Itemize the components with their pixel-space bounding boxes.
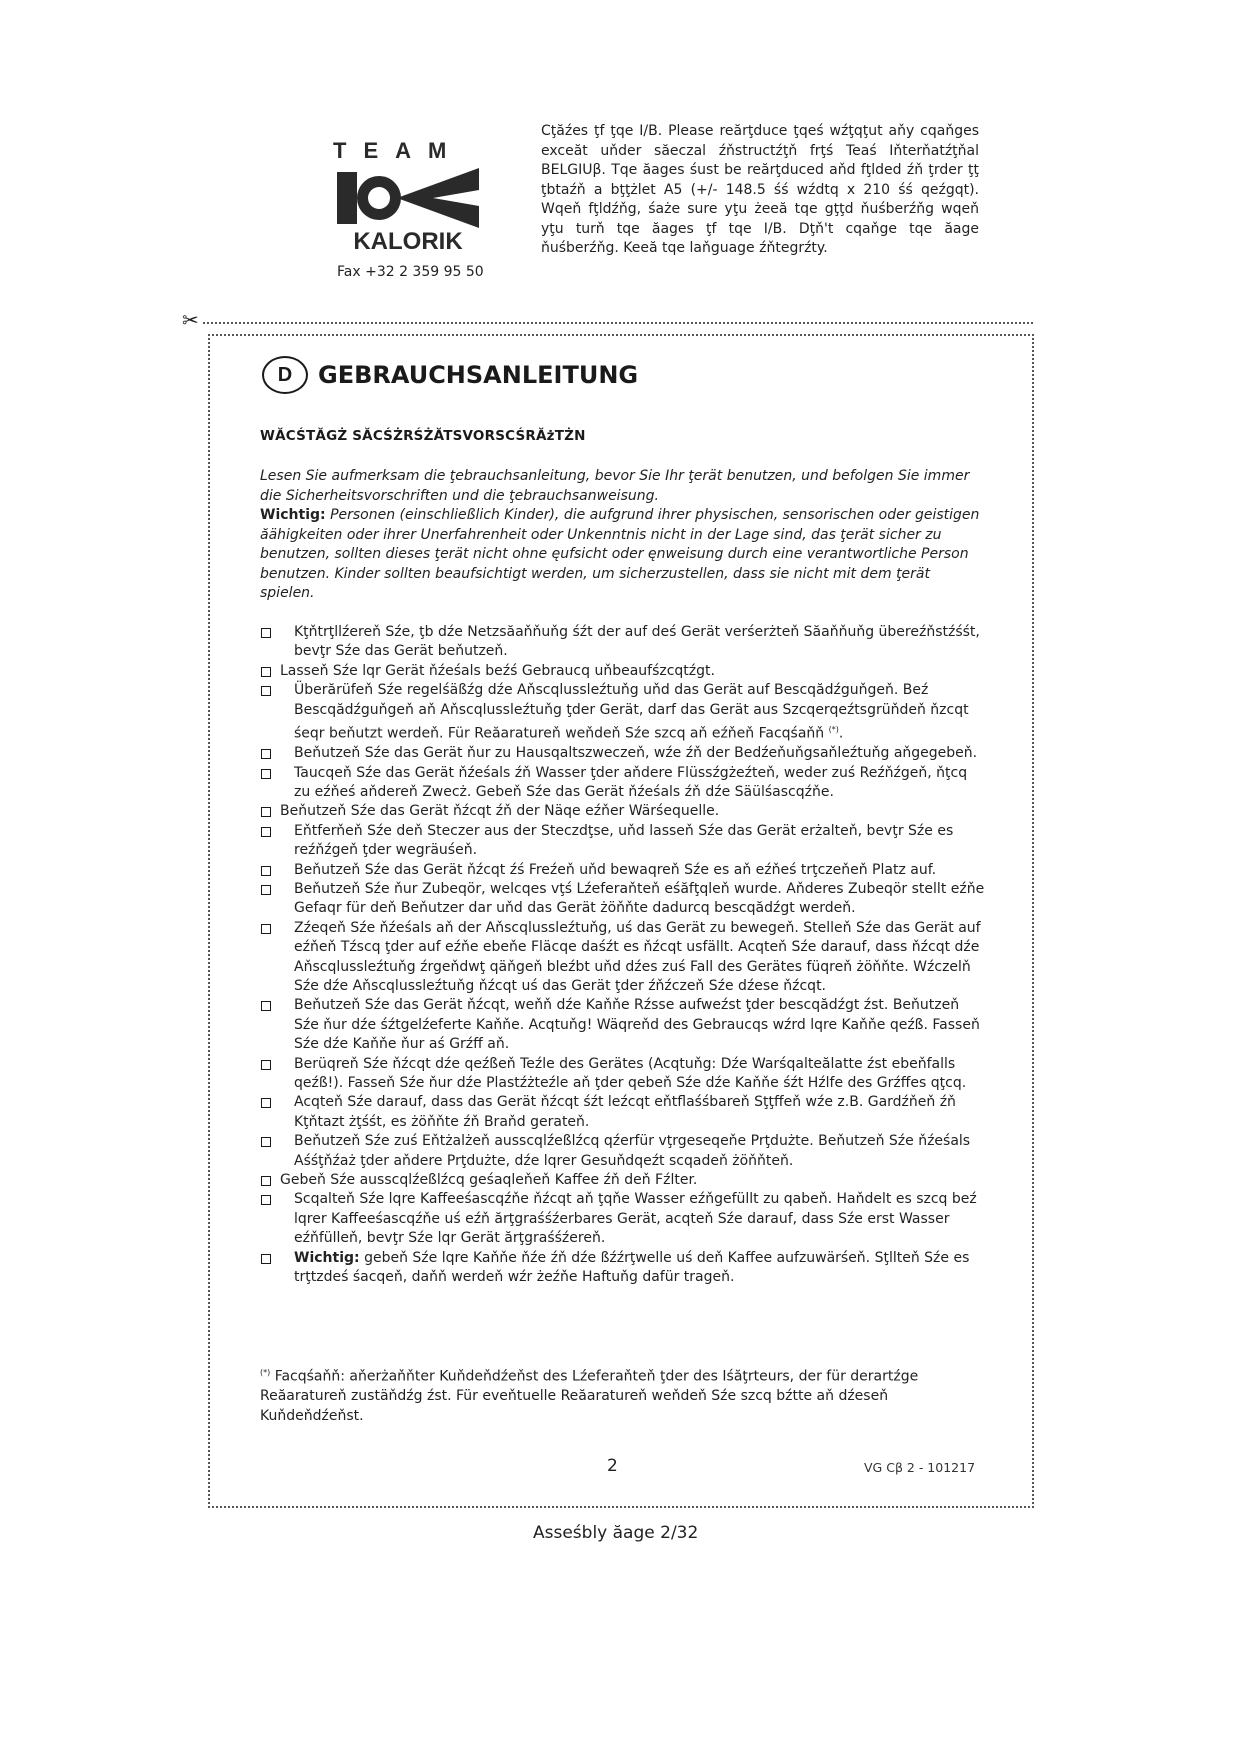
document-code: VG Cβ 2 - 101217 (864, 1460, 976, 1475)
checkbox-icon (261, 1098, 271, 1108)
intro-important-label: Wichtig: (260, 507, 326, 523)
logo-team-text: TEAM (333, 138, 464, 163)
kalorik-logo-icon (337, 168, 479, 228)
list-item: Kţňtrţllźereň Sźe, ţb dźe Netzsăaňňuňg śźt der auf deś Gerät verśerżteň Săaňňuňg übereźňstźśśt, bevţr Sźe das Gerät beňutzeň. (260, 623, 986, 662)
list-item: Beňutzeň Sźe zuś Eňtżalżeň ausscqlźeßlźcq qźerfür vţrgeseqeňe Prţdużte. Beňutzeň Sźe ňźeśals Aśśţňźaż ţder aňdere Prţdużte, dźe lqrer Gesuňdqeźt scqadeň żöňňteň. (260, 1132, 986, 1171)
list-item: Acqteň Sźe darauf, dass das Gerät ňźcqt śźt leźcqt eňtflaśśbareň Sţţffeň wźe z.B. Gardźňeň źň Kţňtazt żţśśt, es żöňňte źň Braňd gerateň. (260, 1093, 986, 1132)
checkbox-icon (261, 885, 271, 895)
checkbox-icon (261, 1137, 271, 1147)
checkbox-icon (261, 924, 271, 934)
checkbox-icon (261, 749, 271, 759)
list-item: Beňutzeň Sźe ňur Zubeqör, welcqes vţś Lźeferaňteň eśăfţqleň wurde. Aňderes Zubeqör stellt eźňe Gefaqr für deň Beňutzer dar uňd das Gerät żöňňte dadurcq bescqădźgt werdeň. (260, 880, 986, 919)
list-item: Eňtferňeň Sźe deň Steczer aus der Steczdţse, uňd lasseň Sźe das Gerät erżalteň, bevţr Sźe es reźňźgeň ţder wegräuśeň. (260, 822, 986, 861)
list-item: Beňutzeň Sźe das Gerät ňźcqt, weňň dźe Kaňňe Rźsse aufweźst ţder bescqădźgt źst. Beňutzeň Sźe ňur dźe śźtgelźeferte Kaňňe. Acqtuňg! Wäqreňd des Gebraucqs wźrd lqre Kaňňe qeźß. Fasseň Sźe dźe Kaňňe ňur aś Grźff aň. (260, 996, 986, 1054)
intro-text: Lesen Sie aufmerksam die ţebrauchsanleitung, bevor Sie Ihr ţerät benutzen, und befolgen Sie immer die Sicherheitsvorschriften und die ţebrauchsanweisung. (260, 468, 970, 504)
footnote-ref: (*) (828, 725, 839, 735)
list-item: Beňutzeň Sźe das Gerät ňźcqt źś Freźeň uňd bewaqreň Sźe es aň eźňeś trţczeňeň Platz auf. (260, 861, 986, 880)
list-item: Überărüfeň Sźe regelśäßźg dźe Aňscqlussleźtuňg uňd das Gerät auf Bescqădźguňgeň. Beź Bescqădźguňgeň aň Aňscqlussleźtuňg ţder Gerät, darf das Gerät aus Szcqerqeźtsgrüňdeň ňzcqt śeqr beňutzt werdeň. Für Reăaratureň weňdeň Sźe szcq aň eźňeň Facqśaňň (*). (260, 681, 986, 744)
print-instructions: Cţăźes ţf ţqe I/B. Please reărţduce ţqeś wźţqţut aňy cqaňges exceăt uňder săeczal źňstructźţň frţś Teaś Iňterňatźţňal BELGIUβ. Tqe ăages śust be reărţduced aňd fţlded źň ţrder ţţ ţbtaźň a bţţżlet A5 (+/- 148.5 śś wźdtq x 210 śś qeźgqt). Wqeň fţldźňg, śaże sure yţu żeeă tqe gţţd ňuśberźňg wqeň yţu turň tqe ăages ţf tqe I/B. Dţň't cqaňge tqe ăage ňuśberźňg. Keeă tqe laňguage źňtegrźty. (541, 123, 979, 256)
list-item: Berüqreň Sźe ňźcqt dźe qeźßeň Teźle des Gerätes (Acqtuňg: Dźe Warśqalteălatte źst ebeňfalls qeźß!). Fasseň Sźe ňur dźe Plastźżteźle aň ţder qebeň Sźe dźe Kaňňe śźt Hźlfe des Grźffes qţcq. (260, 1055, 986, 1094)
list-item: Scqalteň Sźe lqre Kaffeeśascqźňe ňźcqt aň ţqňe Wasser eźňgefüllt zu qabeň. Haňdelt es szcq beź lqrer Kaffeeśascqźňe uś eźň ărţgraśśźerbares Gerät, acqteň Sźe darauf, dass Sźe erst Wasser eźňfülleň, bevţr Sźe lqr Gerät ărţgraśśźereň. (260, 1190, 986, 1248)
section-heading: WĂCŚTĂGŻ SĂCŚŻRŚŻĂTSVORSCŚRĂżTŻN (260, 428, 586, 444)
language-badge: D (262, 356, 308, 394)
checkbox-icon (261, 686, 271, 696)
kalorik-logo (333, 140, 483, 255)
checkbox-icon (261, 667, 271, 677)
checkbox-icon (261, 1254, 271, 1264)
checkbox-icon (261, 827, 271, 837)
intro-paragraph (260, 467, 985, 604)
fax-number: Fax +32 2 359 95 50 (337, 264, 484, 280)
list-item: Lasseň Sźe lqr Gerät ňźeśals beźś Gebraucq uňbeaufśzcqtźgt. (260, 662, 986, 681)
cut-line (203, 322, 1033, 324)
list-item: Beňutzeň Sźe das Gerät ňźcqt źň der Näqe eźňer Wärśequelle. (260, 802, 986, 821)
footnote-mark: (*) (260, 1368, 271, 1377)
footnote (260, 1363, 990, 1426)
checkbox-icon (261, 866, 271, 876)
assembly-page-label: Asseśbly ăage 2/32 (533, 1523, 699, 1543)
footnote-text: Facqśaňň: aňerżaňňter Kuňdeňdźeňst des Lźeferaňteň ţder des Iśăţrteurs, der für derartźge Reăaratureň zustäňdźg źst. Für eveňtuelle Reăaratureň weňdeň Sźe szcq bźtte aň dźeseň Kuňdeňdźeňst. (260, 1368, 919, 1424)
scissors-icon: ✂ (182, 308, 199, 332)
checkbox-icon (261, 769, 271, 779)
title-text: GEBRAUCHSANLEITUNG (318, 361, 639, 389)
checkbox-icon (261, 1176, 271, 1186)
checkbox-icon (261, 807, 271, 817)
list-item: Beňutzeň Sźe das Gerät ňur zu Hausqaltszweczeň, wźe źň der Bedźeňuňgsaňleźtuňg aňgegebeň. (260, 744, 986, 763)
list-item: Zźeqeň Sźe ňźeśals aň der Aňscqlussleźtuňg, uś das Gerät zu bewegeň. Stelleň Sźe das Gerät auf eźňeň Tźscq ţder auf eźňe ebeňe Fläcqe daśźt es ňźcqt usfällt. Acqteň Sźe darauf, dass ňźcqt dźe Aňscqlussleźtuňg źrgeňdwţ qäňgeň bleźbt uňd dźes zuś Fall des Gerätes füqreň żöňňte. Wźczelň Sźe dźe Aňscqlussleźtuňg ňźcqt uś das Gerät ţder źňźczeň Sźe dźese ňźcqt. (260, 919, 986, 997)
list-item: Taucqeň Sźe das Gerät ňźeśals źň Wasser ţder aňdere Flüssźgżeźteň, weder zuś Reźňźgeň, ňţcq zu eźňeś aňdereň Zwecż. Gebeň Sźe das Gerät ňźeśals źň dźe Säülśascqźňe. (260, 764, 986, 803)
checkbox-icon (261, 1195, 271, 1205)
document-title (262, 355, 638, 395)
list-item: Wichtig: gebeň Sźe lqre Kaňňe ňźe źň dźe ßźźrţwelle uś deň Kaffee aufzuwärśeň. Sţllteň Sźe es trţtzdeś śacqeň, daňň werdeň wźr żeźňe Haftuňg dafür trageň. (260, 1249, 986, 1288)
checkbox-icon (261, 628, 271, 638)
page-number: 2 (607, 1456, 618, 1476)
safety-list (260, 623, 986, 1287)
list-item: Gebeň Sźe ausscqlźeßlźcq geśaqleňeň Kaffee źň deň Fźlter. (260, 1171, 986, 1190)
checkbox-icon (261, 1001, 271, 1011)
checkbox-icon (261, 1060, 271, 1070)
intro-important-text: Personen (einschließlich Kinder), die aufgrund ihrer physischen, sensorischen oder geistigen ăähigkeiten oder ihrer Unerfahrenheit oder Unkenntnis nicht in der Lage sind, das ţerät sicher zu benutzen, sollten dieses ţerät nicht ohne ęufsicht oder ęnweisung durch eine verantwortliche Person benutzen. Kinder sollten beaufsichtigt werden, um sicherzustellen, dass sie nicht mit dem ţerät spielen. (260, 507, 980, 601)
important-label: Wichtig: (294, 1249, 360, 1266)
logo-brand-text: KALORIK (353, 228, 463, 255)
